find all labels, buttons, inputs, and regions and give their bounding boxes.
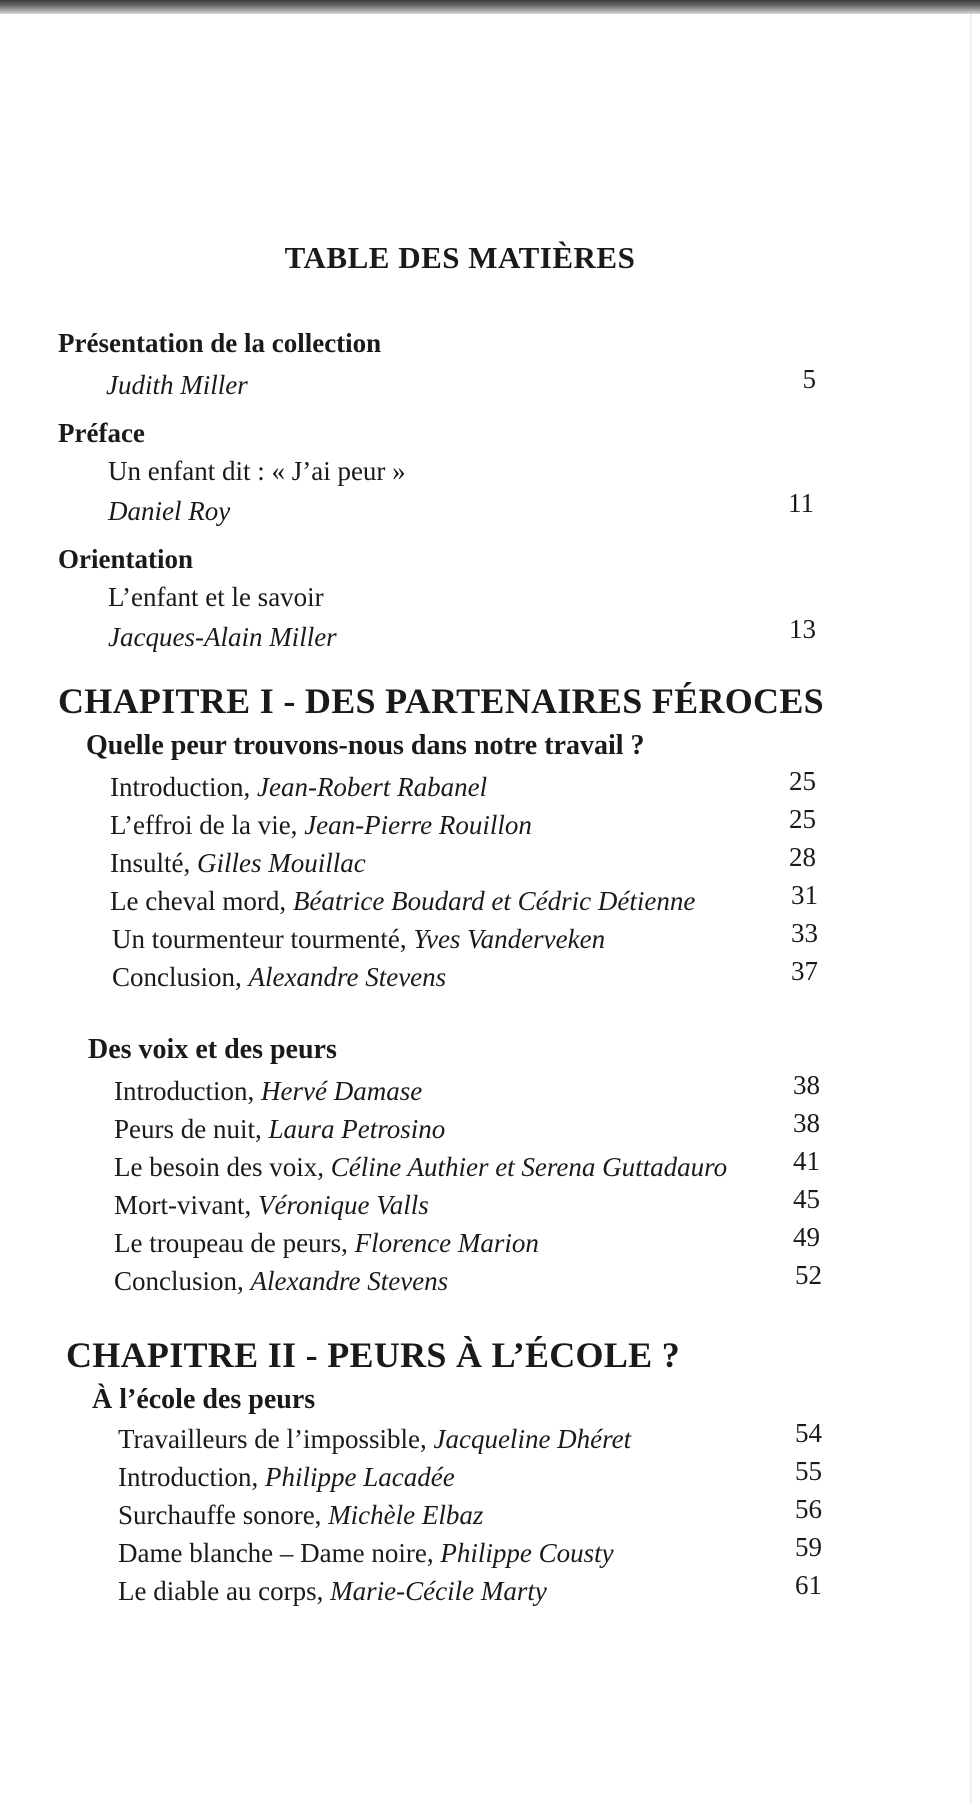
toc-entry-page: 38 xyxy=(793,1070,820,1100)
front-author-orientation: Jacques-Alain Miller xyxy=(108,622,337,652)
front-author-preface: Daniel Roy xyxy=(108,496,231,526)
toc-entry: Le diable au corps, Marie-Cécile Marty xyxy=(118,1576,547,1606)
chapter-2-section-1-title: À l’école des peurs xyxy=(92,1384,316,1415)
toc-entry: Peurs de nuit, Laura Petrosino xyxy=(114,1114,446,1144)
toc-entry: Introduction, Philippe Lacadée xyxy=(118,1462,455,1492)
chapter-2-title: CHAPITRE II - PEURS À L’ÉCOLE ? xyxy=(66,1335,681,1375)
chapter-1-title: CHAPITRE I - DES PARTENAIRES FÉROCES xyxy=(58,681,824,721)
front-page-orientation: 13 xyxy=(789,614,816,644)
toc-entry: Insulté, Gilles Mouillac xyxy=(110,848,366,878)
toc-entry-page: 41 xyxy=(793,1146,820,1176)
toc-entry-page: 59 xyxy=(795,1532,822,1562)
front-heading-orientation: Orientation xyxy=(58,544,193,574)
toc-entry: Le troupeau de peurs, Florence Marion xyxy=(114,1228,539,1258)
chapter-1-section-1-title: Quelle peur trouvons-nous dans notre travail ? xyxy=(86,730,645,761)
toc-entry-page: 49 xyxy=(793,1222,820,1252)
toc-entry-page: 31 xyxy=(791,880,818,910)
toc-entry-page: 45 xyxy=(793,1184,820,1214)
toc-entry-page: 38 xyxy=(793,1108,820,1138)
toc-entry-page: 52 xyxy=(795,1260,822,1290)
toc-entry-page: 25 xyxy=(789,804,816,834)
toc-entry: Le besoin des voix, Céline Authier et Serena Guttadauro xyxy=(114,1152,728,1182)
scan-edge xyxy=(0,0,980,14)
front-page-preface: 11 xyxy=(788,488,814,518)
toc-entry: Surchauffe sonore, Michèle Elbaz xyxy=(118,1500,484,1530)
chapter-1-section-2-title: Des voix et des peurs xyxy=(88,1034,337,1065)
toc-entry: Conclusion, Alexandre Stevens xyxy=(112,962,447,992)
toc-entry-page: 25 xyxy=(789,766,816,796)
toc-entry-page: 54 xyxy=(795,1418,822,1448)
front-subtitle-preface: Un enfant dit : « J’ai peur » xyxy=(108,456,406,486)
page-edge xyxy=(970,14,972,1804)
toc-entry: Introduction, Jean-Robert Rabanel xyxy=(110,772,488,802)
toc-entry-page: 61 xyxy=(795,1570,822,1600)
toc-entry: L’effroi de la vie, Jean-Pierre Rouillon xyxy=(110,810,532,840)
toc-entry: Conclusion, Alexandre Stevens xyxy=(114,1266,449,1296)
front-author-presentation: Judith Miller xyxy=(106,370,248,400)
toc-entry: Travailleurs de l’impossible, Jacqueline Dhéret xyxy=(118,1424,632,1454)
front-heading-presentation: Présentation de la collection xyxy=(58,328,382,358)
page-title: TABLE DES MATIÈRES xyxy=(284,240,636,275)
toc-entry: Dame blanche – Dame noire, Philippe Cousty xyxy=(118,1538,614,1568)
toc-entry-page: 55 xyxy=(795,1456,822,1486)
front-subtitle-orientation: L’enfant et le savoir xyxy=(108,582,324,612)
toc-entry: Le cheval mord, Béatrice Boudard et Cédric Détienne xyxy=(110,886,696,916)
front-page-presentation: 5 xyxy=(802,364,816,394)
toc-entry-page: 37 xyxy=(791,956,818,986)
toc-entry-page: 56 xyxy=(795,1494,822,1524)
toc-entry: Mort-vivant, Véronique Valls xyxy=(114,1190,429,1220)
toc-entry-page: 28 xyxy=(789,842,816,872)
toc-entry: Un tourmenteur tourmenté, Yves Vanderveken xyxy=(112,924,606,954)
front-heading-preface: Préface xyxy=(58,418,145,448)
toc-entry: Introduction, Hervé Damase xyxy=(114,1076,423,1106)
toc-entry-page: 33 xyxy=(791,918,818,948)
